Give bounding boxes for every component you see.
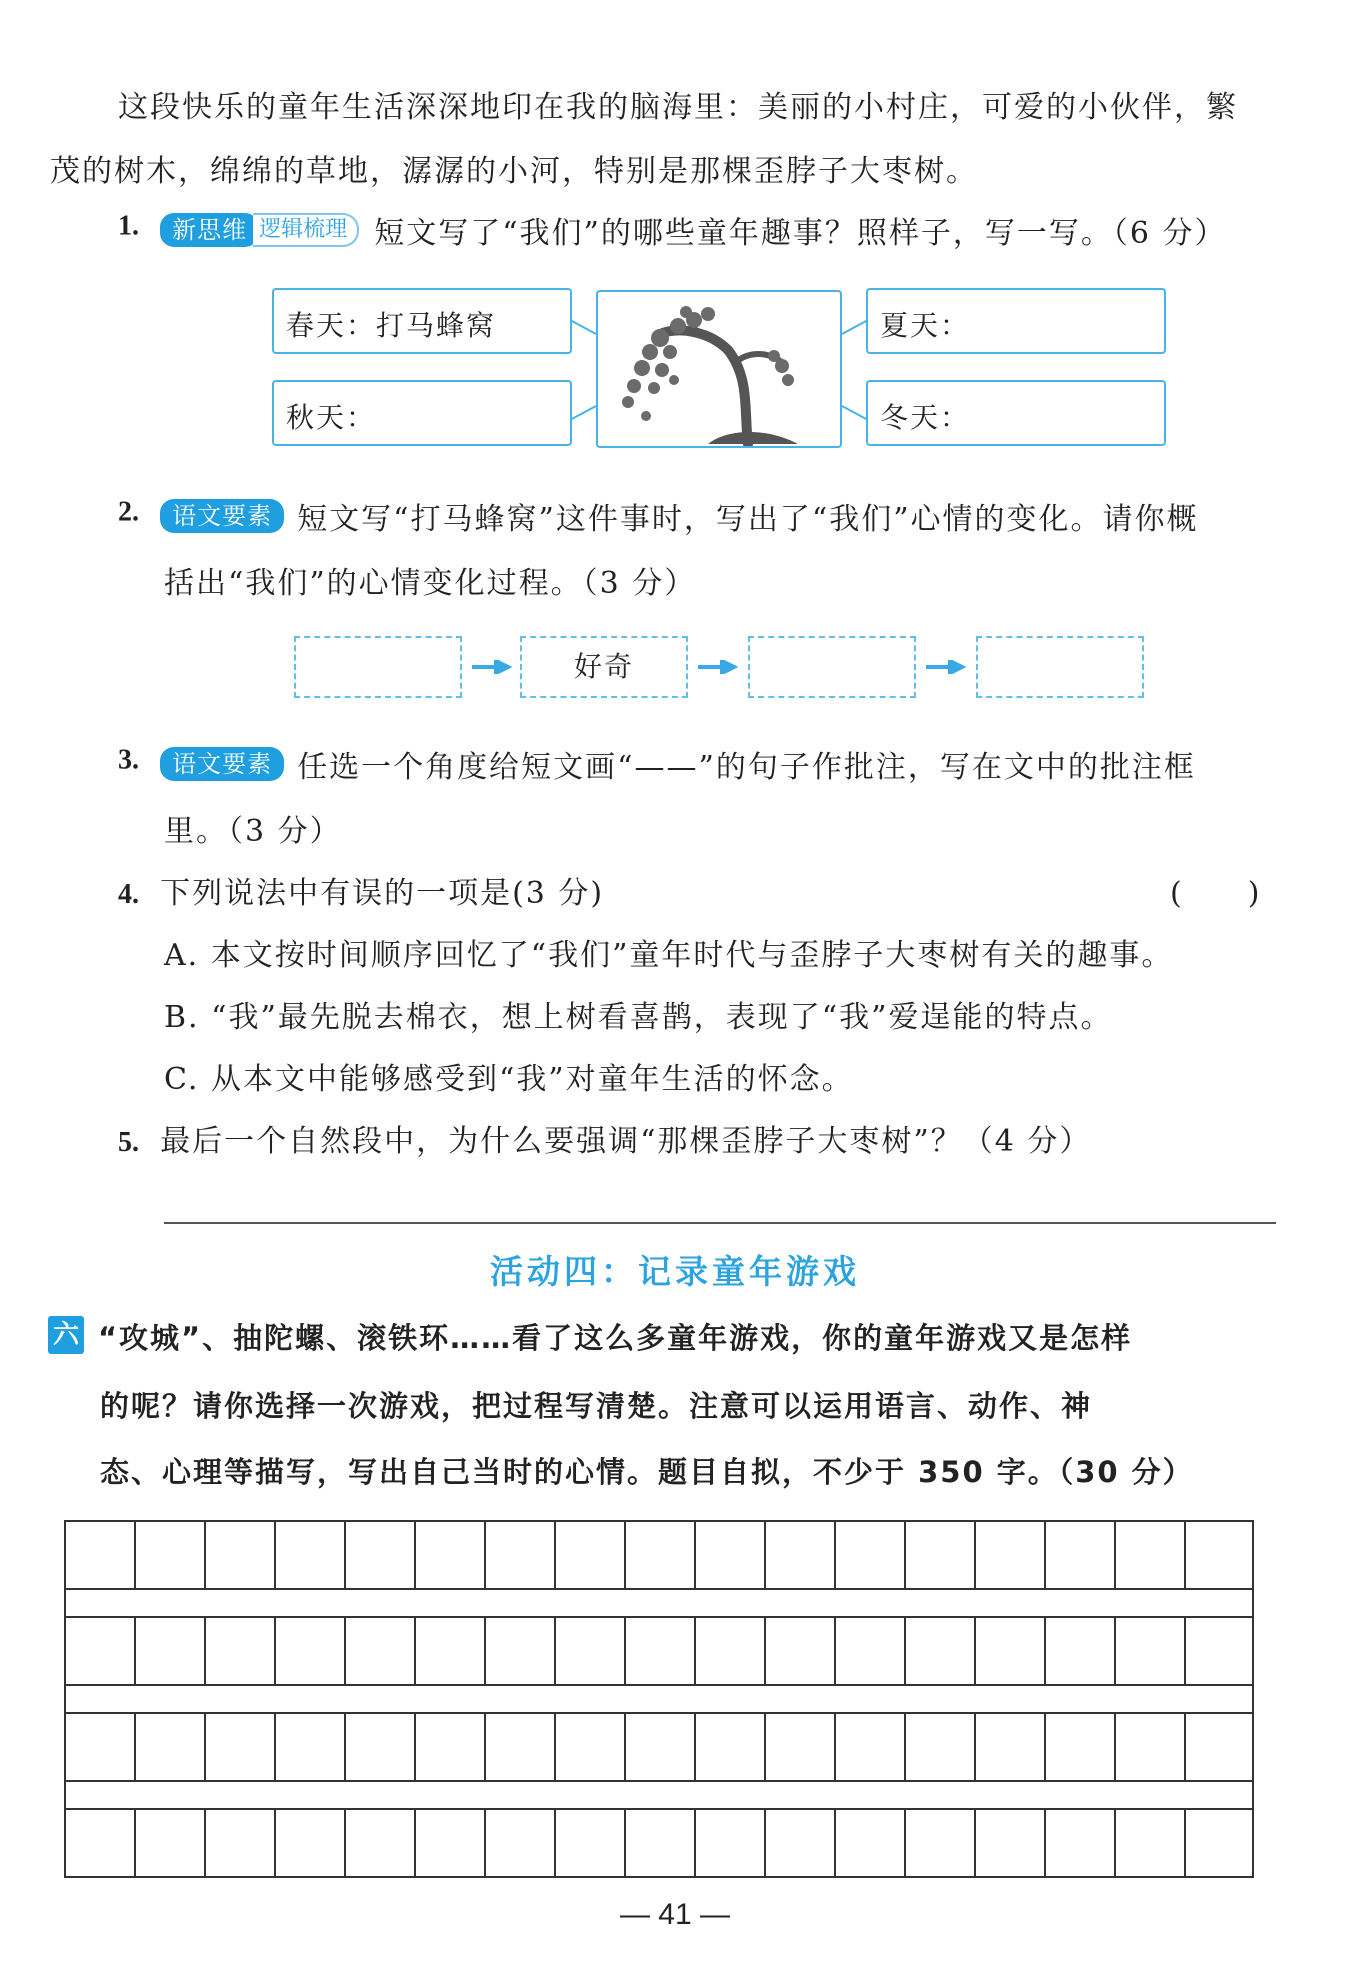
question-6-line-2: 的呢？请你选择一次游戏，把过程写清楚。注意可以运用语言、动作、神 xyxy=(100,1389,1093,1423)
grid-cell[interactable] xyxy=(834,1712,906,1782)
grid-cell[interactable] xyxy=(764,1616,836,1686)
question-1-text: 短文写了“我们”的哪些童年趣事？照样子，写一写。（6 分） xyxy=(374,216,1227,251)
question-3-line-2: 里。（3 分） xyxy=(164,814,342,849)
grid-cell[interactable] xyxy=(1184,1520,1254,1590)
grid-cell[interactable] xyxy=(134,1808,206,1878)
question-4-header xyxy=(118,868,604,912)
grid-cell[interactable] xyxy=(344,1520,416,1590)
grid-cell[interactable] xyxy=(904,1616,976,1686)
question-5-header xyxy=(118,1116,1091,1160)
grid-cell[interactable] xyxy=(834,1520,906,1590)
question-2-tag: 语文要素 xyxy=(160,499,284,533)
grid-cell[interactable] xyxy=(484,1712,556,1782)
question-4-text: 下列说法中有误的一项是(3 分) xyxy=(160,876,605,911)
writing-grid[interactable] xyxy=(64,1520,1264,1880)
grid-cell[interactable] xyxy=(904,1808,976,1878)
passage-line-1: 这段快乐的童年生活深深地印在我的脑海里：美丽的小村庄，可爱的小伙伴，繁 xyxy=(118,90,1238,125)
grid-cell[interactable] xyxy=(974,1808,1046,1878)
grid-cell[interactable] xyxy=(624,1616,696,1686)
grid-cell[interactable] xyxy=(694,1616,766,1686)
grid-cell[interactable] xyxy=(1184,1616,1254,1686)
connector-right xyxy=(840,300,868,440)
grid-cell[interactable] xyxy=(134,1520,206,1590)
grid-cell[interactable] xyxy=(274,1712,346,1782)
grid-cell[interactable] xyxy=(764,1808,836,1878)
answer-parentheses[interactable]: ( ) xyxy=(1170,876,1262,911)
grid-cell[interactable] xyxy=(64,1712,136,1782)
grid-cell[interactable] xyxy=(764,1520,836,1590)
grid-cell[interactable] xyxy=(344,1712,416,1782)
grid-cell[interactable] xyxy=(484,1616,556,1686)
grid-cell[interactable] xyxy=(134,1616,206,1686)
grid-cell[interactable] xyxy=(64,1520,136,1590)
grid-cell[interactable] xyxy=(1044,1616,1116,1686)
tree-image xyxy=(596,290,842,448)
grid-cell[interactable] xyxy=(344,1808,416,1878)
activity-title: 活动四：记录童年游戏 xyxy=(490,1252,860,1291)
grid-cell[interactable] xyxy=(694,1712,766,1782)
grid-cell[interactable] xyxy=(1044,1520,1116,1590)
grid-cell[interactable] xyxy=(694,1520,766,1590)
grid-cell[interactable] xyxy=(64,1616,136,1686)
grid-cell[interactable] xyxy=(134,1712,206,1782)
question-2-line-2: 括出“我们”的心情变化过程。（3 分） xyxy=(164,566,697,601)
grid-cell[interactable] xyxy=(414,1712,486,1782)
grid-cell[interactable] xyxy=(1114,1712,1186,1782)
grid-cell[interactable] xyxy=(1114,1808,1186,1878)
grid-cell[interactable] xyxy=(974,1520,1046,1590)
mood-box-2: 好奇 xyxy=(520,636,688,698)
question-2-header xyxy=(118,494,1199,538)
grid-cell[interactable] xyxy=(1044,1808,1116,1878)
spring-box: 春天：打马蜂窝 xyxy=(272,288,572,354)
mood-box-1[interactable] xyxy=(294,636,462,698)
grid-cell[interactable] xyxy=(204,1808,276,1878)
grid-cell[interactable] xyxy=(904,1712,976,1782)
option-c[interactable]: C. 从本文中能够感受到“我”对童年生活的怀念。 xyxy=(164,1062,854,1097)
grid-cell[interactable] xyxy=(204,1520,276,1590)
option-b[interactable]: B. “我”最先脱去棉衣，想上树看喜鹊，表现了“我”爱逞能的特点。 xyxy=(164,1000,1113,1035)
question-3-tag: 语文要素 xyxy=(160,747,284,781)
grid-cell[interactable] xyxy=(414,1616,486,1686)
question-3-header xyxy=(118,742,1196,786)
grid-cell[interactable] xyxy=(624,1520,696,1590)
grid-cell[interactable] xyxy=(414,1520,486,1590)
summer-box[interactable]: 夏天： xyxy=(866,288,1166,354)
question-3-line-1: 任选一个角度给短文画“——”的句子作批注，写在文中的批注框 xyxy=(297,750,1196,785)
grid-cell[interactable] xyxy=(554,1712,626,1782)
arrow-right-icon xyxy=(472,660,512,674)
option-a[interactable]: A. 本文按时间顺序回忆了“我们”童年时代与歪脖子大枣树有关的趣事。 xyxy=(164,938,1174,973)
arrow-right-icon xyxy=(698,660,738,674)
question-5-number: 5. xyxy=(118,1127,139,1158)
question-6-line-1: “攻城”、抽陀螺、滚铁环……看了这么多童年游戏，你的童年游戏又是怎样 xyxy=(98,1321,1133,1355)
mood-box-3[interactable] xyxy=(748,636,916,698)
grid-row-gap xyxy=(64,1782,1254,1808)
grid-cell[interactable] xyxy=(1044,1712,1116,1782)
question-1-header xyxy=(118,208,1227,252)
grid-cell[interactable] xyxy=(624,1712,696,1782)
question-1-tag-sub: 逻辑梳理 xyxy=(253,213,359,247)
grid-cell[interactable] xyxy=(204,1616,276,1686)
grid-cell[interactable] xyxy=(554,1520,626,1590)
grid-cell[interactable] xyxy=(344,1616,416,1686)
grid-cell[interactable] xyxy=(554,1808,626,1878)
jujube-tree-illustration xyxy=(598,292,840,446)
grid-cell[interactable] xyxy=(1114,1616,1186,1686)
winter-box[interactable]: 冬天： xyxy=(866,380,1166,446)
grid-cell[interactable] xyxy=(974,1616,1046,1686)
grid-cell[interactable] xyxy=(974,1712,1046,1782)
grid-cell[interactable] xyxy=(204,1712,276,1782)
grid-cell[interactable] xyxy=(624,1808,696,1878)
arrow-right-icon xyxy=(926,660,966,674)
question-1-tag: 新思维 xyxy=(160,213,259,247)
grid-cell[interactable] xyxy=(694,1808,766,1878)
section-divider xyxy=(164,1222,1276,1224)
question-6-line-3: 态、心理等描写，写出自己当时的心情。题目自拟，不少于 350 字。（30 分） xyxy=(100,1455,1194,1489)
grid-row-gap xyxy=(64,1686,1254,1712)
question-5-text: 最后一个自然段中，为什么要强调“那棵歪脖子大枣树”？（4 分） xyxy=(160,1124,1092,1159)
grid-cell[interactable] xyxy=(274,1808,346,1878)
grid-cell[interactable] xyxy=(1184,1808,1254,1878)
question-2-line-1: 短文写“打马蜂窝”这件事时，写出了“我们”心情的变化。请你概 xyxy=(297,502,1199,537)
question-6-badge: 六 xyxy=(48,1316,84,1354)
connector-left xyxy=(570,300,598,440)
grid-cell[interactable] xyxy=(484,1520,556,1590)
autumn-box[interactable]: 秋天： xyxy=(272,380,572,446)
grid-cell[interactable] xyxy=(1114,1520,1186,1590)
grid-cell[interactable] xyxy=(834,1808,906,1878)
question-2-number: 2. xyxy=(118,496,139,528)
grid-cell[interactable] xyxy=(764,1712,836,1782)
grid-cell[interactable] xyxy=(834,1616,906,1686)
grid-cell[interactable] xyxy=(64,1808,136,1878)
grid-row-gap xyxy=(64,1590,1254,1616)
question-3-number: 3. xyxy=(118,744,139,776)
grid-cell[interactable] xyxy=(274,1616,346,1686)
grid-cell[interactable] xyxy=(274,1520,346,1590)
grid-cell[interactable] xyxy=(554,1616,626,1686)
page-number: — 41 — xyxy=(619,1898,731,1931)
grid-cell[interactable] xyxy=(484,1808,556,1878)
grid-cell[interactable] xyxy=(414,1808,486,1878)
question-4-number: 4. xyxy=(118,879,139,910)
grid-cell[interactable] xyxy=(1184,1712,1254,1782)
mood-box-4[interactable] xyxy=(976,636,1144,698)
grid-cell[interactable] xyxy=(904,1520,976,1590)
question-1-number: 1. xyxy=(118,210,139,242)
passage-line-2: 茂的树木，绵绵的草地，潺潺的小河，特别是那棵歪脖子大枣树。 xyxy=(50,154,978,189)
